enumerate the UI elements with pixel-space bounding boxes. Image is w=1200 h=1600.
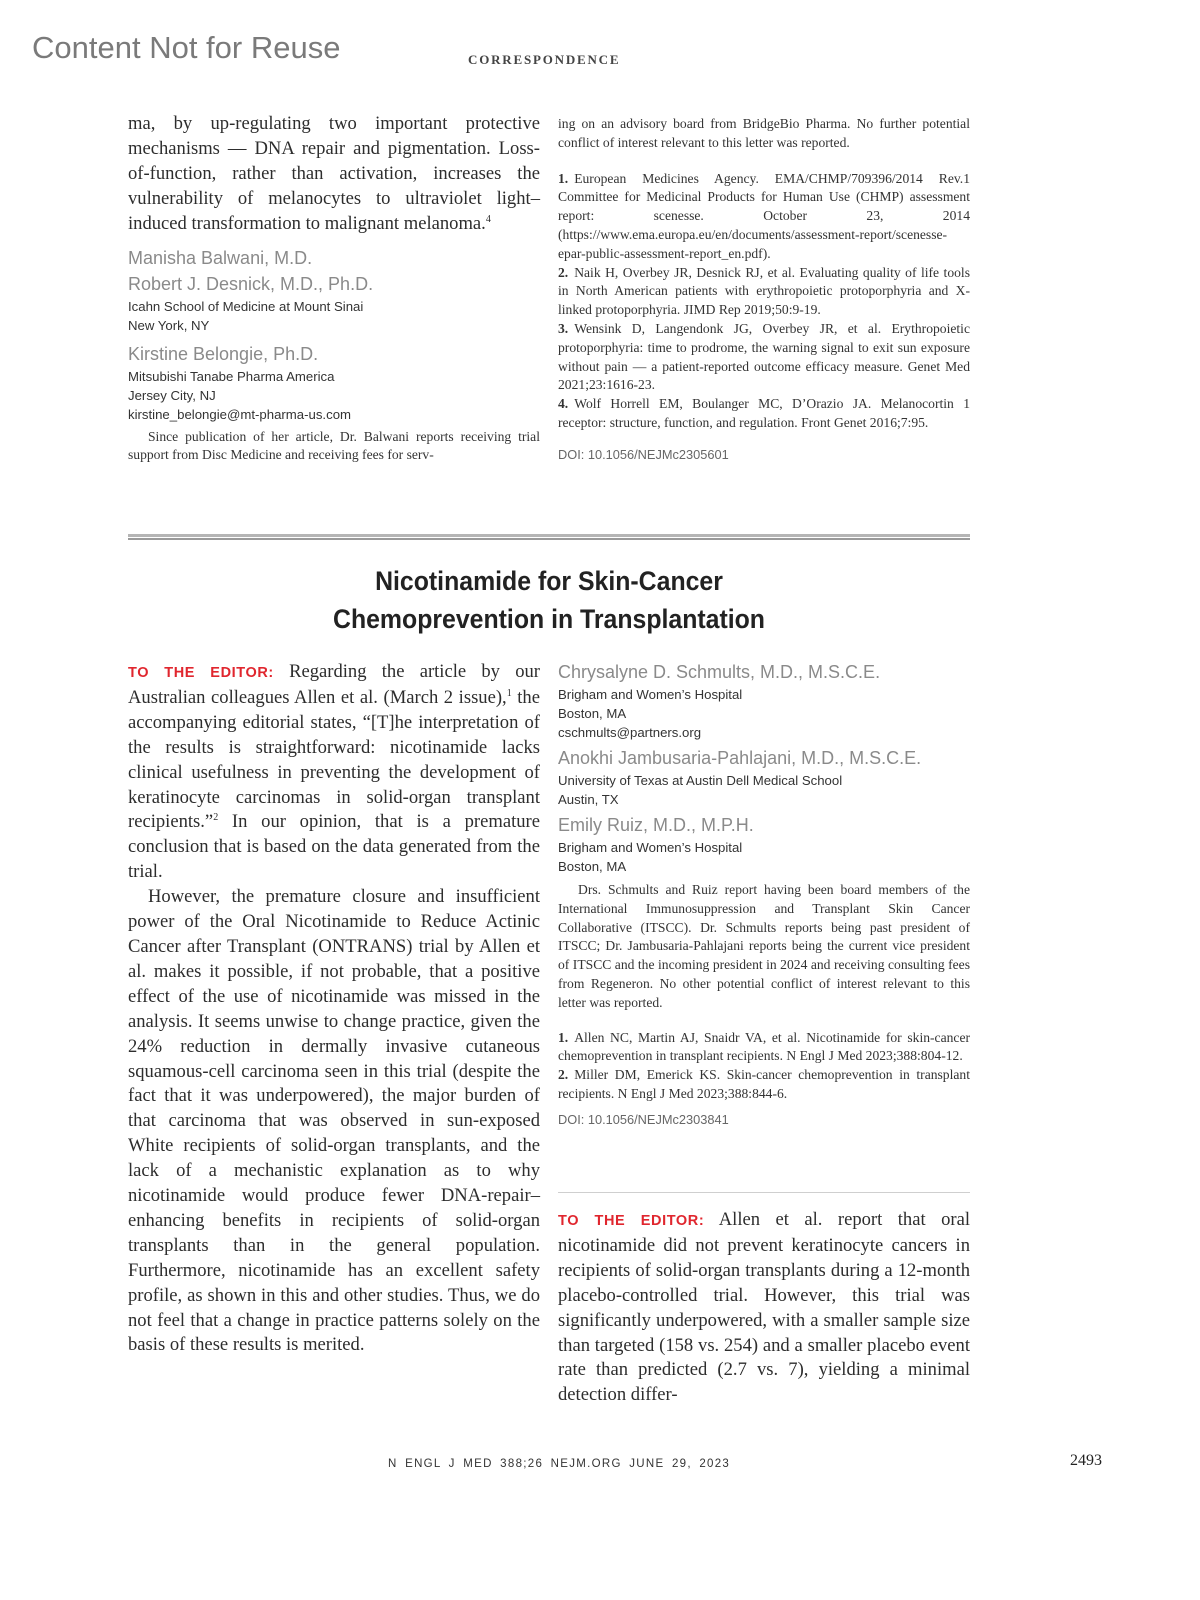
author-email[interactable]: cschmults@partners.org [558, 725, 702, 740]
author-location: Boston, MA [558, 706, 627, 721]
author-name: Anokhi Jambusaria-Pahlajani, M.D., M.S.C.E. [558, 748, 922, 768]
author-location: New York, NY [128, 317, 210, 333]
author-location: Austin, TX [558, 792, 619, 807]
author-affiliation: University of Texas at Austin Dell Medical School [558, 773, 843, 788]
author-email[interactable]: kirstine_belongie@mt-pharma-us.com [128, 406, 352, 422]
to-the-editor-label: TO THE EDITOR: [128, 665, 274, 681]
watermark: Content Not for Reuse [32, 30, 341, 65]
top-right-column [558, 115, 970, 462]
author-name: Robert J. Desnick, M.D., Ph.D. [128, 273, 374, 294]
author-affiliation: Icahn School of Medicine at Mount Sinai [128, 298, 364, 314]
letter1-paragraph-2: However, the premature closure and insufficient power of the Oral Nicotinamide to Reduce Actinic Cancer after Transplant (ONTRANS) trial by Allen et al. makes it possible, if not probable, that a positive effect of the use of nicotinamide was missed in the analysis. It seems unwise to change practice, given the 24% reduction in dermally invasive cutaneous squamous-cell carcinoma seen in this trial (despite the fact that it was underpowered), the major burden of that carcinoma that was observed in sun-exposed White recipients of solid-organ transplants, and the lack of a mechanistic explanation as to why nicotinamide would produce fewer DNA-repair–enhancing benefits in recipients of solid-organ transplants than in the general population. Furthermore, nicotinamide has an excellent safety profile, as shown in this and other studies. Thus, we do not feel that a change in practice patterns solely on the basis of these results is merited. [128, 886, 540, 1356]
author-name: Chrysalyne D. Schmults, M.D., M.S.C.E. [558, 662, 881, 682]
reference-item: 2. Naik H, Overbey JR, Desnick RJ, et al. Evaluating quality of life tools in North American patients with erythropoietic protoporphyria and X-linked protoporphyria. JIMD Rep 2019;50:9-19. [558, 264, 970, 318]
letter1-body-column [128, 660, 540, 1358]
letter2-paragraph: TO THE EDITOR: Allen et al. report that oral nicotinamide did not prevent keratinocyte cancers in recipients of solid-organ transplants during a 12-month placebo-controlled trial. However, this trial was significantly underpowered, with a smaller sample size than targeted (158 vs. 254) and a smaller placebo event rate than predicted (2.7 vs. 7), yielding a minimal detection differ- [558, 1209, 970, 1406]
disclosure-text: Since publication of her article, Dr. Balwani reports receiving trial support from Disc Medicine and receiving fees for serv- [128, 428, 540, 463]
letter2-column [558, 1208, 970, 1408]
letter-divider [558, 1192, 970, 1193]
disclosure-text: Drs. Schmults and Ruiz report having been board members of the International Immunosuppression and Transplant Skin Cancer Collaborative (ITSCC). Dr. Schmults reports being past president of ITSCC; Dr. Jambusaria-Pahlajani reports being the current vice president of ITSCC and the incoming president in 2024 and receiving consulting fees from Regeneron. No other potential conflict of interest relevant to this letter was reported. [558, 882, 970, 1010]
author-name: Manisha Balwani, M.D. [128, 247, 313, 268]
author-name: Kirstine Belongie, Ph.D. [128, 343, 319, 364]
author-location: Boston, MA [558, 859, 627, 874]
section-divider [128, 534, 970, 540]
doi-link[interactable]: DOI: 10.1056/NEJMc2305601 [558, 446, 729, 462]
author-affiliation: Brigham and Women’s Hospital [558, 840, 743, 855]
author-affiliation: Mitsubishi Tanabe Pharma America [128, 368, 335, 384]
letter1-paragraph-1: TO THE EDITOR: Regarding the article by our Australian colleagues Allen et al. (March 2 issue),$^1$ the accompanying editorial states, “[T]he interpretation of the results is straightforward: nicotinamide lacks clinical usefulness in preventing the development of keratinocyte carcinomas in solid-organ transplant recipients.”$^2$ In our opinion, that is a premature conclusion that is based on the data generated from the trial. [128, 661, 540, 883]
letter1-signature-column [558, 659, 970, 1127]
reference-item: 2. Miller DM, Emerick KS. Skin-cancer chemoprevention in transplant recipients. N Engl J Med 2023;388:844-6. [558, 1067, 970, 1101]
page-number: 2493 [1070, 1452, 1102, 1469]
author-location: Jersey City, NJ [128, 387, 216, 403]
doi-link[interactable]: DOI: 10.1056/NEJMc2303841 [558, 1111, 729, 1127]
journal-citation-footer: N ENGL J MED 388;26 NEJM.ORG JUNE 29, 2023 [388, 1458, 731, 1470]
reference-item: 1. European Medicines Agency. EMA/CHMP/709396/2014 Rev.1 Committee for Medicinal Products for Human Use (CHMP) assessment report: scenesse. October 23, 2014 (https://www.ema.europa.eu/en/documents/assessment-report/scenesse-epar-public-assessment-report_en.pdf). [558, 170, 970, 261]
to-the-editor-label: TO THE EDITOR: [558, 1213, 705, 1229]
top-left-column [128, 112, 540, 465]
reference-item: 1. Allen NC, Martin AJ, Snaidr VA, et al. Nicotinamide for skin-cancer chemoprevention in transplant recipients. N Engl J Med 2023;388:804-12. [558, 1029, 970, 1064]
reference-item: 4. Wolf Horrell EM, Boulanger MC, D’Orazio JA. Melanocortin 1 receptor: structure, function, and regulation. Front Genet 2016;7:95. [558, 396, 970, 430]
article-title: Nicotinamide for Skin-Cancer Chemoprevention in Transplantation [333, 566, 765, 634]
previous-letter-body: ma, by up-regulating two important protective mechanisms — DNA repair and pigmentation. Loss-of-function, rather than activation, increases the vulnerability of melanocytes to ultraviolet light–induced transformation to malignant melanoma.$^4$ [128, 113, 540, 234]
disclosure-text-continued: ing on an advisory board from BridgeBio Pharma. No further potential conflict of interest relevant to this letter was reported. [558, 116, 970, 150]
running-head: CORRESPONDENCE [468, 52, 621, 67]
reference-item: 3. Wensink D, Langendonk JG, Overbey JR, et al. Erythropoietic protoporphyria: time to prodrome, the warning signal to exit sun exposure without pain — a patient-reported outcome efficacy measure. Genet Med 2021;23:1616-23. [558, 320, 970, 393]
author-affiliation: Brigham and Women’s Hospital [558, 687, 743, 702]
author-name: Emily Ruiz, M.D., M.P.H. [558, 815, 754, 835]
